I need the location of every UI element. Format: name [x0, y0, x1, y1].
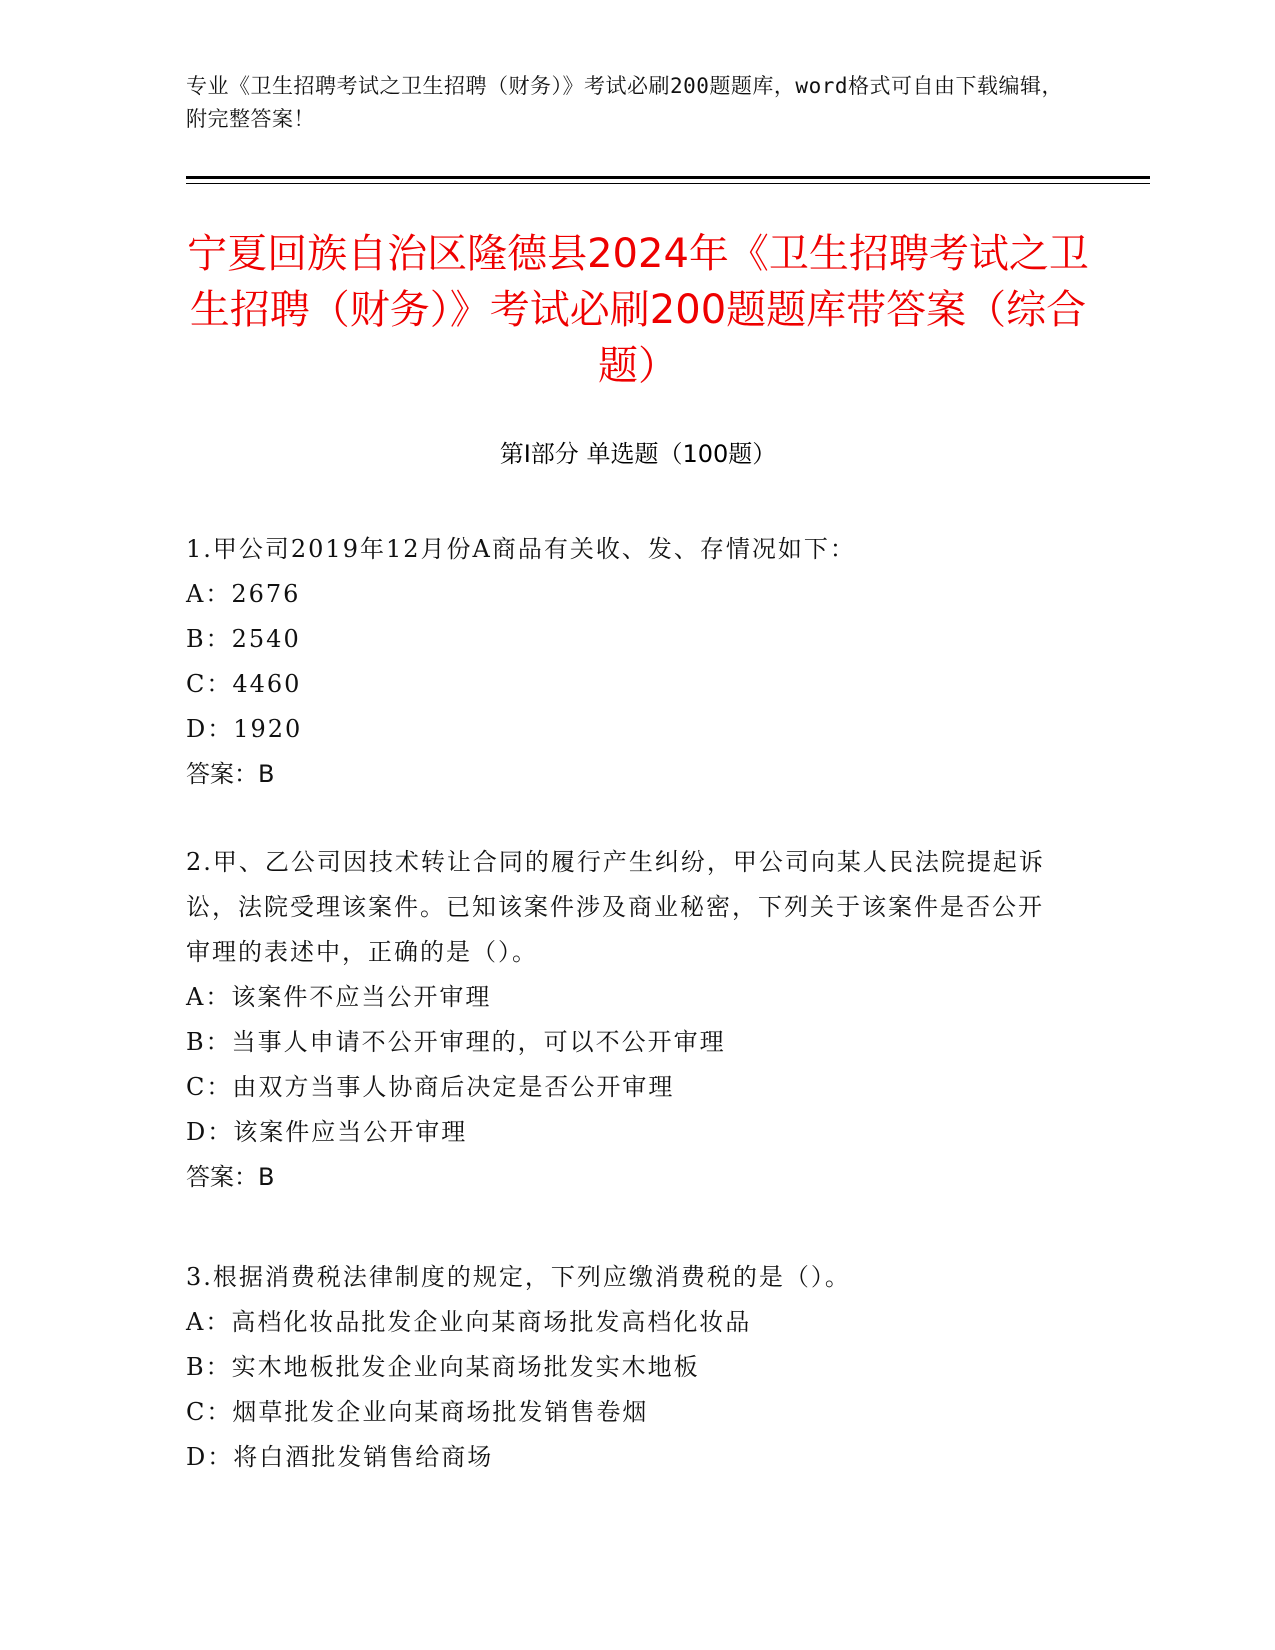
answer: 答案：B: [186, 760, 275, 788]
header-rule-thin: [186, 183, 1150, 184]
option-a: A：高档化妆品批发企业向某商场批发高档化妆品: [186, 1308, 752, 1336]
option-d: D：1920: [186, 715, 303, 743]
option-c: C：烟草批发企业向某商场批发销售卷烟: [186, 1398, 649, 1426]
question-stem: 1.甲公司2019年12月份A商品有关收、发、存情况如下：: [186, 535, 856, 563]
question-2: [186, 840, 1066, 1200]
option-b: B：当事人申请不公开审理的，可以不公开审理: [186, 1028, 726, 1056]
header-rule-thick: [186, 176, 1150, 179]
question-stem: 2.甲、乙公司因技术转让合同的履行产生纠纷，甲公司向某人民法院提起诉讼，法院受理该案件。已知该案件涉及商业秘密，下列关于该案件是否公开审理的表述中，正确的是（）。: [186, 848, 1045, 966]
option-c: C：由双方当事人协商后决定是否公开审理: [186, 1073, 675, 1101]
option-d: D：将白酒批发销售给商场: [186, 1443, 494, 1471]
option-a: A：该案件不应当公开审理: [186, 983, 492, 1011]
option-b: B：2540: [186, 625, 301, 653]
option-a: A：2676: [186, 580, 301, 608]
question-1: [186, 527, 1066, 797]
answer: 答案：B: [186, 1163, 275, 1191]
option-b: B：实木地板批发企业向某商场批发实木地板: [186, 1353, 700, 1381]
document-title: 宁夏回族自治区隆德县2024年《卫生招聘考试之卫生招聘（财务）》考试必刷200题题库带答案（综合题）: [187, 231, 1089, 389]
question-stem: 3.根据消费税法律制度的规定，下列应缴消费税的是（）。: [186, 1263, 851, 1291]
question-3: [186, 1255, 1066, 1480]
header-note: 专业《卫生招聘考试之卫生招聘（财务）》考试必刷200题题库，word格式可自由下载编辑，附完整答案！: [186, 74, 1063, 131]
option-c: C：4460: [186, 670, 302, 698]
option-d: D：该案件应当公开审理: [186, 1118, 468, 1146]
section-heading: 第I部分 单选题（100题）: [499, 440, 777, 468]
